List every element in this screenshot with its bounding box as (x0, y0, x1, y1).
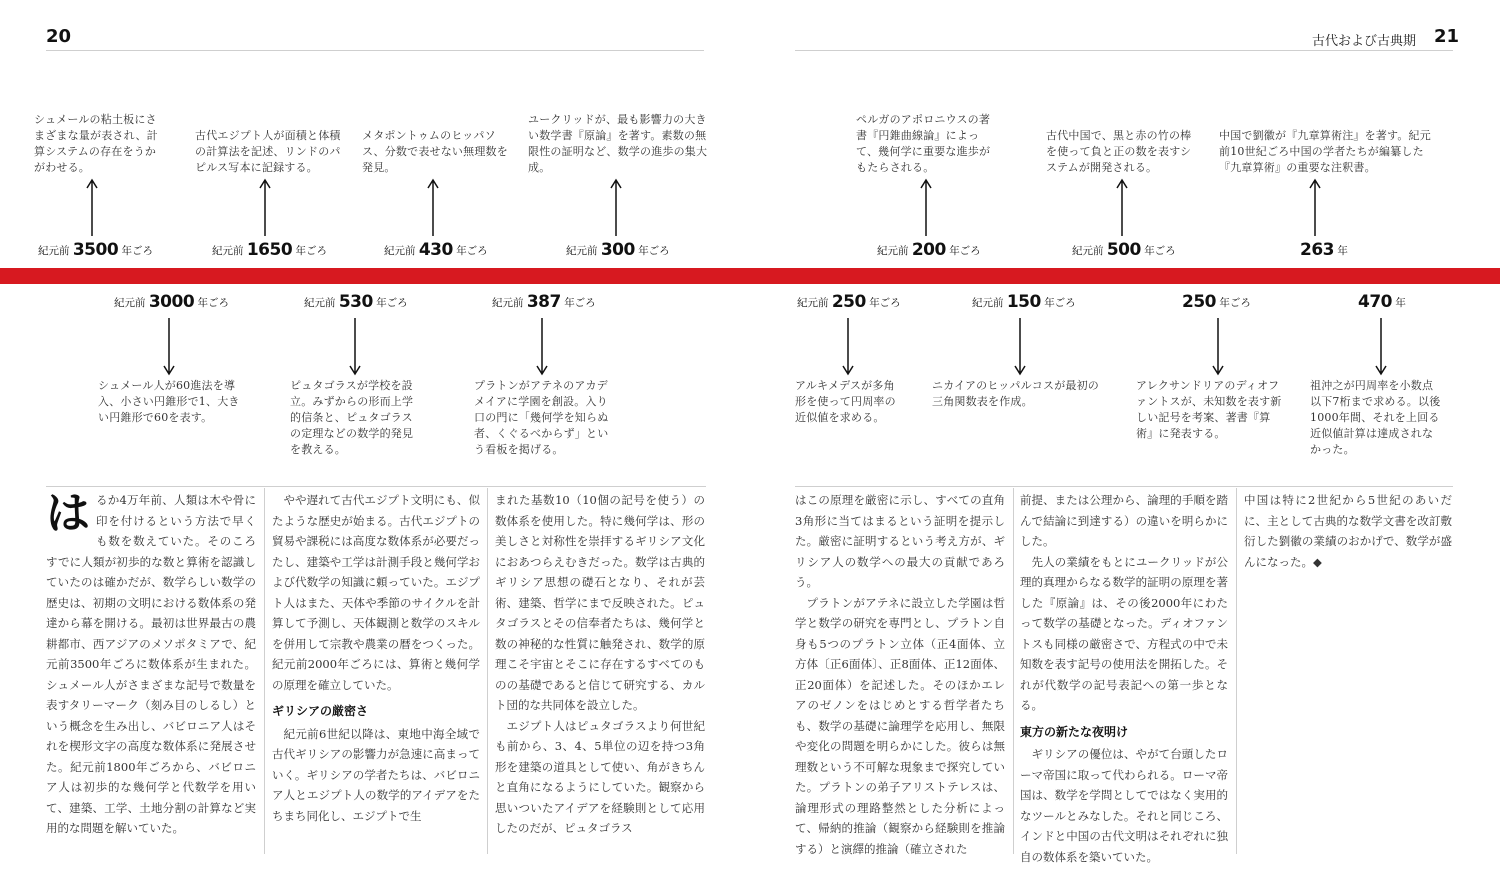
body-paragraph: プラトンがアテネに設立した学園は哲学と数学の研究を専門とし、プラトン自身も5つのプラトン立体（正4面体、立方体〔正6面体〕、正8面体、正12面体、正20面体）を記述した。そのほかエレアのゼノンをはじめとする哲学者たちも、数学の基礎に論理学を応用し、無限や変化の問題を明らかにした。彼らは無理数という不可解な現象まで探究していた。プラトンの弟子アリストテレスは、論理形式の理路整然とした分析によって、帰納的推論（観察から経験則を推論する）と演繹的推論（確立された (795, 595, 1005, 856)
body-column-6 (1244, 490, 1452, 856)
body-paragraph: エジプト人はピュタゴラスより何世紀も前から、3、4、5単位の辺を持つ3角形を建築の道具として使い、角がきちんと直角になるようにしていた。観察から思いついたアイデアを経験則として応用したのだが、ピュタゴラス (495, 718, 705, 835)
event-text: シュメールの粘土板にさまざまな量が表され、計算システムの存在をうかがわせる。 (34, 113, 158, 174)
event-date: 紀元前 430 年ごろ (384, 240, 488, 260)
event-text: アルキメデスが多角形を使って円周率の近似値を求める。 (795, 379, 896, 424)
body-column-3 (495, 490, 705, 856)
column-top-rule (46, 486, 706, 487)
event-date: 470 年 (1358, 292, 1406, 312)
body-paragraph: まれた基数10（10個の記号を使う）の数体系を使用した。特に幾何学は、形の美しさと対称性を崇拝するギリシア文化におあつらえむきだった。数学は古典的ギリシア思想の礎石となり、それが芸術、建築、哲学にまで反映された。ピュタゴラスとその信奉者たちは、幾何学と数の神秘的な性質に触発され、数学的原理こそ宇宙とそこに存在するすべてのものの基礎であると信じて研究する、カルト団的な共同体を設立した。 (495, 493, 705, 712)
left-header-rule (46, 50, 704, 51)
arrow-up-icon (86, 178, 98, 236)
section-heading: 東方の新たな夜明け (1020, 724, 1129, 739)
event-date: 250 年ごろ (1182, 292, 1251, 312)
event-text: 中国で劉徽が『九章算術注』を著す。紀元前10世紀ごろ中国の学者たちが編纂した『九章算術』の重要な注釈書。 (1219, 129, 1431, 174)
event-text: メタポントゥムのヒッパソス、分数で表せない無理数を発見。 (362, 129, 508, 174)
body-column-2 (272, 490, 480, 856)
running-title: 古代および古典期 (1312, 34, 1417, 49)
event-text: 古代中国で、黒と赤の竹の棒を使って負と正の数を表すシステムが開発される。 (1046, 129, 1192, 174)
event-date: 紀元前 500 年ごろ (1072, 240, 1176, 260)
body-paragraph: やや遅れて古代エジプト文明にも、似たような歴史が始まる。古代エジプトの貿易や課税には高度な数体系が必要だったし、建築や工学は計測手段と幾何学および代数学の知識に頼っていた。エジプト人はまた、天体や季節のサイクルを計算して予測し、天体観測と数学のスキルを併用して宗教や農業の暦をつくった。紀元前2000年ごろには、算術と幾何学の原理を確立していた。 (272, 493, 480, 692)
arrow-down-icon (842, 318, 854, 376)
arrow-down-icon (349, 318, 361, 376)
arrow-down-icon (1375, 318, 1387, 376)
event-text: 古代エジプト人が面積と体積の計算法を記述、リンドのパピルス写本に記録する。 (195, 129, 341, 174)
event-date: 紀元前 250 年ごろ (797, 292, 901, 312)
body-paragraph: 前提、または公理から、論理的手順を踏んで結論に到達する）の違いを明らかにした。 (1020, 493, 1228, 548)
drop-cap: は (46, 488, 90, 539)
event-date: 紀元前 387 年ごろ (492, 292, 596, 312)
body-paragraph: はるか4万年前、人類は木や骨に印を付けるという方法で早くも数を数えていた。そのころすでに人類が初歩的な数と算術を認識していたのは確かだが、数学らしい数学の歴史は、初期の文明における数体系の発達から幕を開ける。最初は世界最古の農耕都市、西アジアのメソポタミアで、紀元前3500年ごろに数体系が生まれた。シュメール人がさまざまな記号で数量を表すタリーマーク（刻み目のしるし）という概念を生み出し、バビロニア人はそれを楔形文字の高度な数体系に発展させた。紀元前1800年ごろから、バビロニア人は初歩的な幾何学と代数学を用いて、建築、工学、土地分割の計算など実用的な問題を解いていた。 (46, 488, 256, 835)
event-date: 紀元前 3500 年ごろ (38, 240, 154, 260)
event-text: ユークリッドが、最も影響力の大きい数学書『原論』を著す。素数の無限性の証明など、数学の進歩の集大成。 (528, 113, 708, 174)
body-paragraph: 先人の業績をもとにユークリッドが公理的真理からなる数学的証明の原理を著した『原論』は、その後2000年にわたって数学の基礎となった。ディオファントスも同様の厳密さで、方程式の中で未知数を表す記号の使用法を開拓した。それが代数学の記号表記への第一歩となる。 (1020, 554, 1228, 712)
body-paragraph: 中国は特に2世紀から5世紀のあいだに、主として古典的な数学文書を改訂敷衍した劉徽の業績のおかげで、数学が盛んになった。◆ (1244, 493, 1452, 569)
column-divider (487, 488, 488, 854)
arrow-down-icon (163, 318, 175, 376)
column-divider (1236, 488, 1237, 854)
section-heading: ギリシアの厳密さ (272, 704, 369, 718)
event-text: アレクサンドリアのディオファントスが、未知数を表す新しい記号を考案、著書『算術』に発表する。 (1136, 379, 1282, 440)
event-date: 紀元前 300 年ごろ (566, 240, 670, 260)
column-divider (1013, 488, 1014, 854)
arrow-down-icon (1014, 318, 1026, 376)
arrow-down-icon (536, 318, 548, 376)
event-date: 紀元前 3000 年ごろ (114, 292, 230, 312)
body-column-5 (1020, 490, 1228, 864)
body-paragraph: 紀元前6世紀以降は、東地中海全域で古代ギリシアの影響力が急速に高まっていく。ギリシアの学者たちは、バビロニア人とエジプト人の数学的アイデアをたちまち同化し、エジプトで生 (272, 726, 480, 823)
body-column-4 (795, 490, 1005, 856)
event-text: プラトンがアテネのアカデメイアに学園を創設。入り口の門に「幾何学を知らぬ者、くぐるべからず」という看板を掲げる。 (474, 379, 609, 456)
arrow-up-icon (259, 178, 271, 236)
column-divider (264, 488, 265, 854)
event-date: 263 年 (1300, 240, 1348, 260)
event-date: 紀元前 200 年ごろ (877, 240, 981, 260)
event-text: 祖沖之が円周率を小数点以下7桁まで求める。以後1000年間、それを上回る近似値計算は達成されなかった。 (1310, 379, 1441, 456)
arrow-down-icon (1212, 318, 1224, 376)
event-text: シュメール人が60進法を導入、小さい円錐形で1、大きい円錐形で60を表す。 (98, 379, 240, 424)
arrow-up-icon (610, 178, 622, 236)
column-top-rule (795, 486, 1453, 487)
event-text: ニカイアのヒッパルコスが最初の三角関数表を作成。 (932, 379, 1100, 408)
right-header-rule (795, 50, 1453, 51)
event-date: 紀元前 1650 年ごろ (212, 240, 328, 260)
body-paragraph: はこの原理を厳密に示し、すべての直角3角形に当てはまるという証明を提示した。厳密に証明するという考え方が、ギリシア人の数学への最大の貢献であろう。 (795, 493, 1005, 589)
event-text: ピュタゴラスが学校を設立。みずからの形而上学的信条と、ピュタゴラスの定理などの数学的発見を教える。 (290, 379, 414, 456)
event-date: 紀元前 530 年ごろ (304, 292, 408, 312)
event-text: ペルガのアポロニウスの著書『円錐曲線論』によって、幾何学に重要な進歩がもたらされる。 (856, 113, 991, 174)
arrow-up-icon (427, 178, 439, 236)
timeline-bar (0, 268, 1500, 284)
arrow-up-icon (1309, 178, 1321, 236)
left-page-number: 20 (46, 26, 72, 47)
event-date: 紀元前 150 年ごろ (972, 292, 1076, 312)
arrow-up-icon (920, 178, 932, 236)
arrow-up-icon (1116, 178, 1128, 236)
right-page-number: 21 (1434, 26, 1460, 47)
body-paragraph: ギリシアの優位は、やがて台頭したローマ帝国に取って代わられる。ローマ帝国は、数学を学問としてではなく実用的なツールとみなした。それと同じころ、インドと中国の古代文明はそれぞれに独自の数体系を築いていた。 (1020, 747, 1228, 864)
body-column-1 (46, 490, 256, 856)
